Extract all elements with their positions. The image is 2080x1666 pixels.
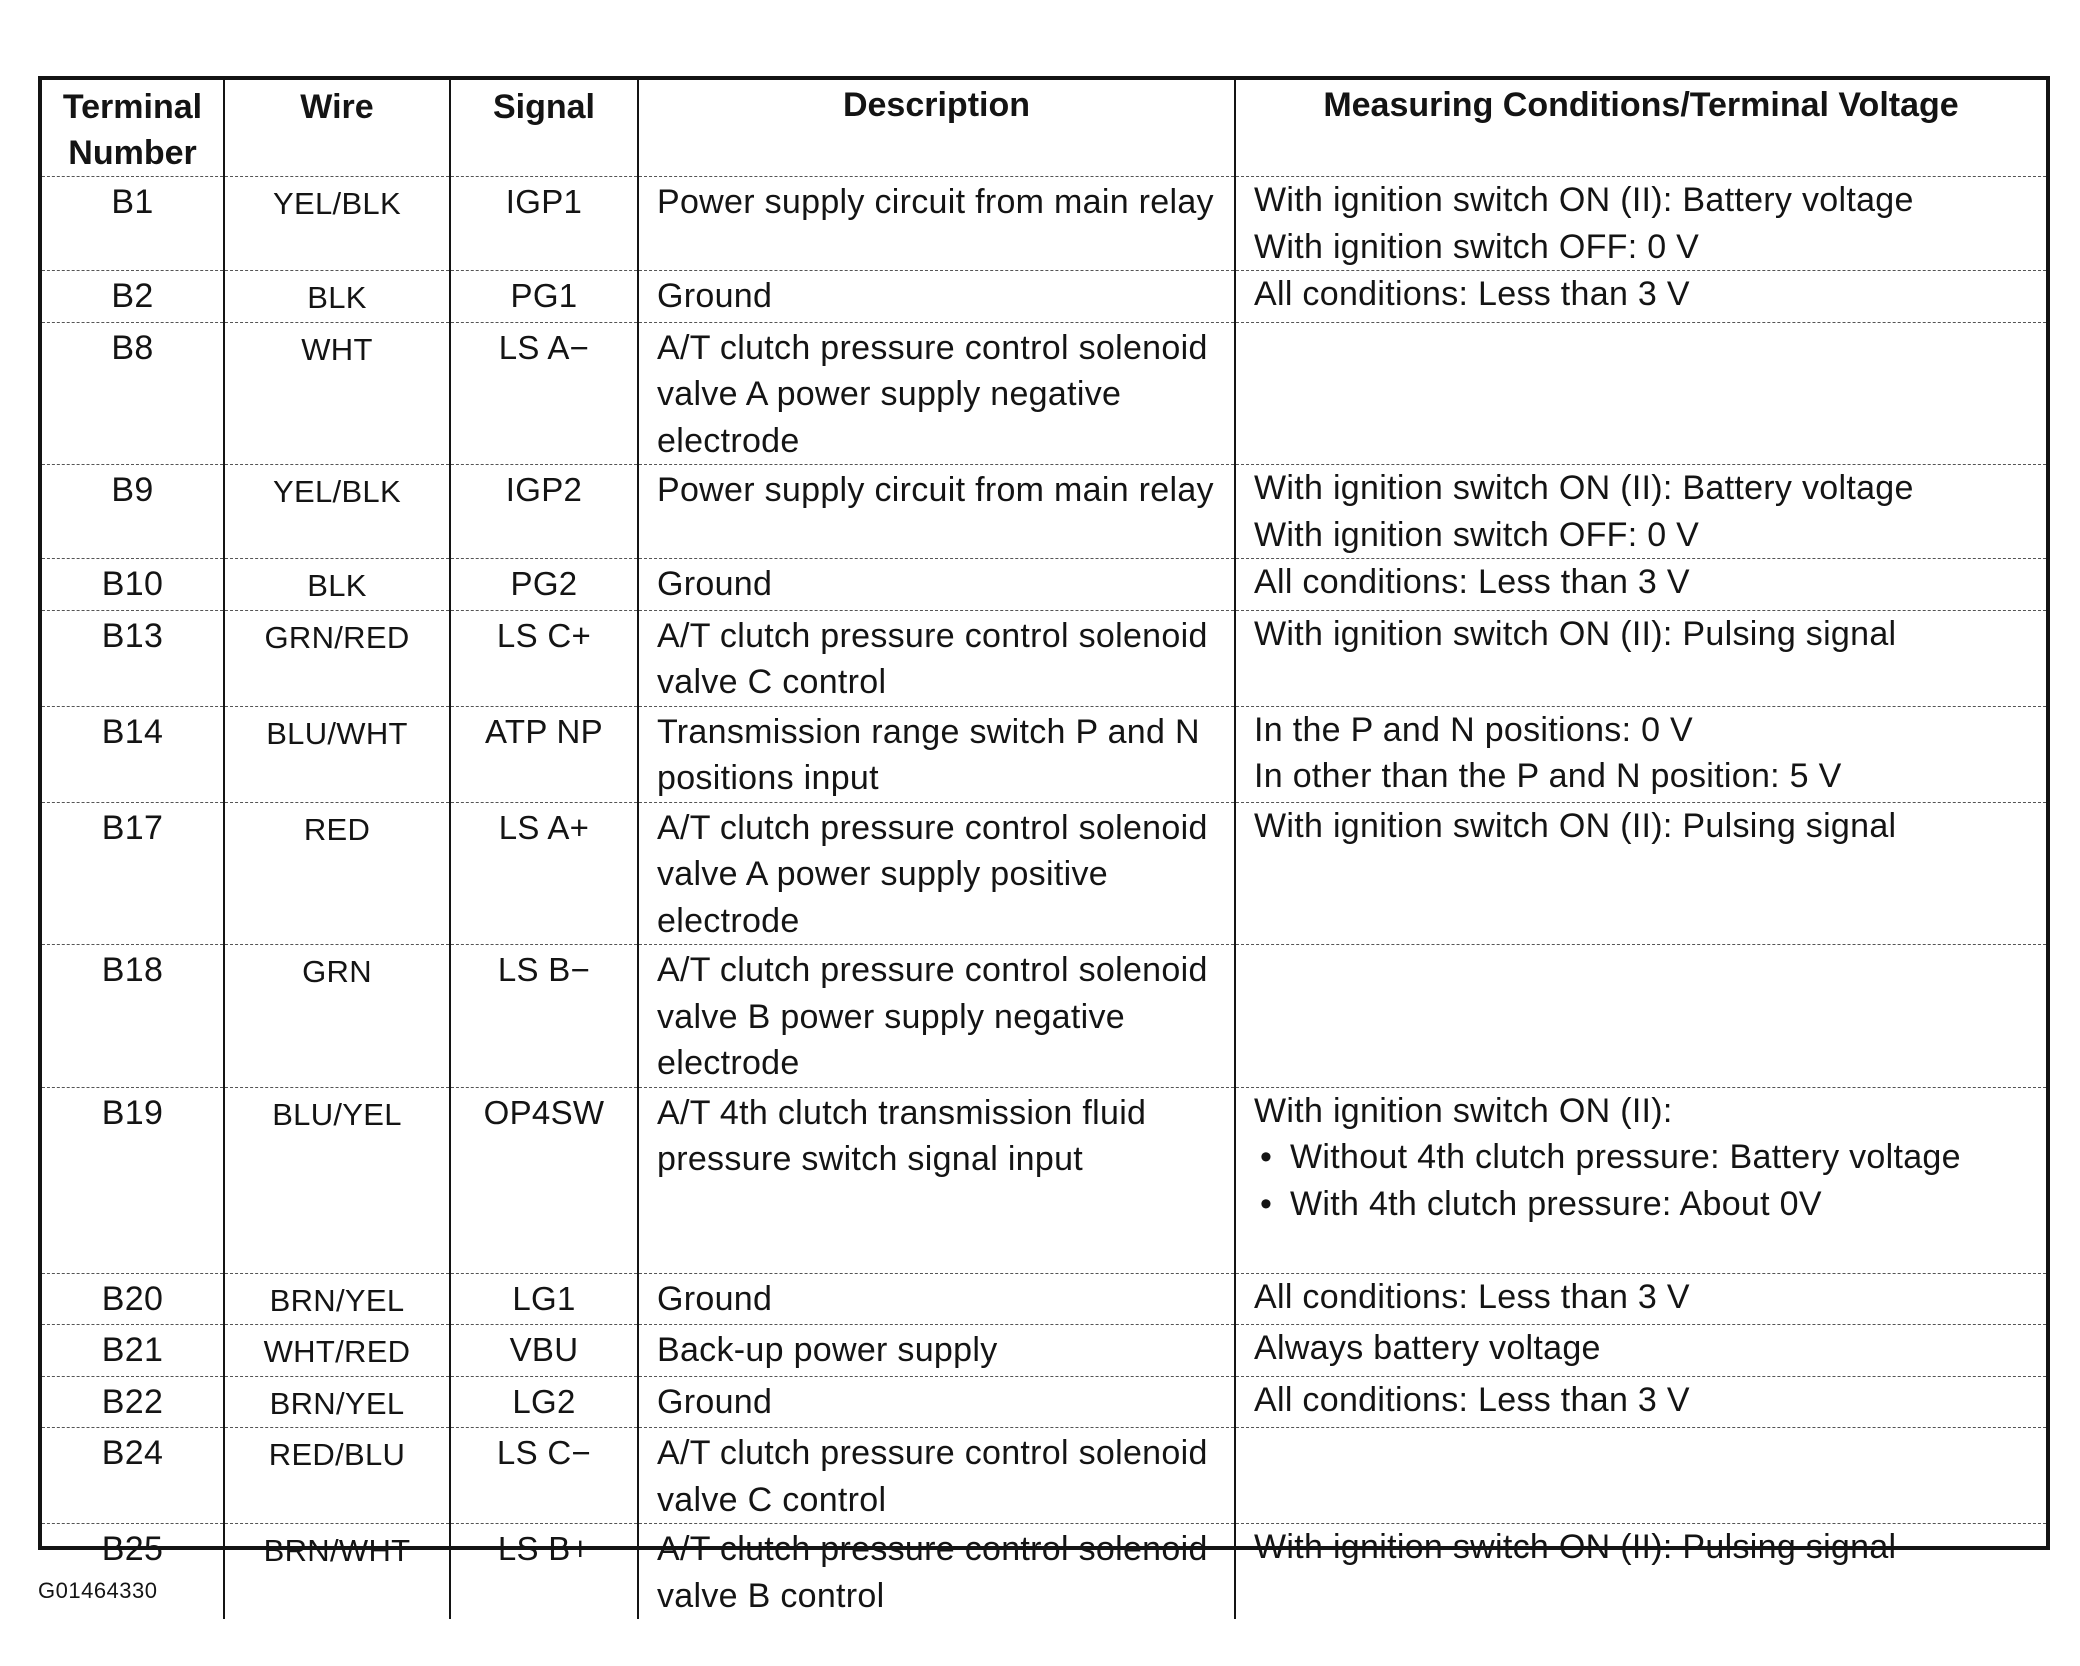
wire-color-cell: WHT/RED xyxy=(224,1325,450,1377)
measuring-conditions-cell xyxy=(1235,1087,2046,1273)
measuring-condition-line: With ignition switch OFF: 0 V xyxy=(1254,227,1700,266)
signal-name-cell: LS A− xyxy=(450,322,638,465)
terminal-table xyxy=(42,80,2046,1619)
wire-color-cell: BRN/YEL xyxy=(224,1376,450,1428)
measuring-conditions-cell xyxy=(1235,802,2046,945)
wire-color-cell: GRN/RED xyxy=(224,610,450,706)
table-row xyxy=(42,610,2046,706)
table-row xyxy=(42,945,2046,1088)
wire-color-cell: RED xyxy=(224,802,450,945)
measuring-conditions-cell xyxy=(1235,945,2046,1088)
table-row xyxy=(42,1325,2046,1377)
measuring-condition-line: With ignition switch ON (II): Pulsing signal xyxy=(1254,806,1897,845)
table-row xyxy=(42,177,2046,271)
wire-color-cell: BLU/YEL xyxy=(224,1087,450,1273)
measuring-condition-line: With ignition switch ON (II): Pulsing signal xyxy=(1254,1528,1897,1566)
measuring-conditions-cell xyxy=(1235,1524,2046,1620)
signal-name-cell: LS B+ xyxy=(450,1524,638,1620)
description-cell: A/T clutch pressure control solenoid valve A power supply positive electrode xyxy=(638,802,1235,945)
description-cell: Power supply circuit from main relay xyxy=(638,177,1235,271)
measuring-conditions-cell xyxy=(1235,1376,2046,1428)
signal-name-cell: VBU xyxy=(450,1325,638,1377)
wire-color-cell: WHT xyxy=(224,322,450,465)
table-row xyxy=(42,1376,2046,1428)
measuring-conditions-cell xyxy=(1235,1273,2046,1325)
wire-color-cell: BRN/WHT xyxy=(224,1524,450,1620)
terminal-number-cell: B17 xyxy=(42,802,224,945)
terminal-number-cell: B24 xyxy=(42,1428,224,1524)
measuring-conditions-cell xyxy=(1235,322,2046,465)
wire-color-cell: BLK xyxy=(224,559,450,611)
description-cell: Back-up power supply xyxy=(638,1325,1235,1377)
measuring-condition-line: With ignition switch ON (II): Battery voltage xyxy=(1254,469,1914,507)
measuring-condition-line: In other than the P and N position: 5 V xyxy=(1254,757,1842,795)
description-cell: Ground xyxy=(638,1376,1235,1428)
measuring-condition-line: All conditions: Less than 3 V xyxy=(1254,563,1690,601)
description-cell: A/T 4th clutch transmission fluid pressure switch signal input xyxy=(638,1087,1235,1273)
measuring-condition-line: With ignition switch OFF: 0 V xyxy=(1254,515,1700,554)
signal-name-cell: PG2 xyxy=(450,559,638,611)
terminal-number-cell: B10 xyxy=(42,559,224,611)
terminal-number-cell: B20 xyxy=(42,1273,224,1325)
description-cell: Transmission range switch P and N positions input xyxy=(638,706,1235,802)
table-row xyxy=(42,802,2046,945)
terminal-number-cell: B2 xyxy=(42,271,224,323)
terminal-number-cell: B18 xyxy=(42,945,224,1088)
terminal-number-cell: B1 xyxy=(42,177,224,271)
signal-name-cell: IGP1 xyxy=(450,177,638,271)
measuring-conditions-cell xyxy=(1235,177,2046,271)
signal-name-cell: IGP2 xyxy=(450,465,638,559)
measuring-condition-bullet: • With 4th clutch pressure: About 0V xyxy=(1254,1181,2038,1228)
terminal-number-cell: B22 xyxy=(42,1376,224,1428)
measuring-condition-line: With ignition switch ON (II): xyxy=(1254,1091,1673,1130)
description-cell: A/T clutch pressure control solenoid valve C control xyxy=(638,610,1235,706)
measuring-conditions-cell xyxy=(1235,610,2046,706)
description-cell: Ground xyxy=(638,559,1235,611)
signal-name-cell: LS A+ xyxy=(450,802,638,945)
table-row xyxy=(42,322,2046,465)
table-row xyxy=(42,559,2046,611)
wire-color-cell: YEL/BLK xyxy=(224,177,450,271)
table-row xyxy=(42,1524,2046,1620)
header-wire: Wire xyxy=(224,80,450,177)
measuring-conditions-cell xyxy=(1235,706,2046,802)
signal-name-cell: LS C+ xyxy=(450,610,638,706)
terminal-number-cell: B13 xyxy=(42,610,224,706)
terminal-number-cell: B19 xyxy=(42,1087,224,1273)
measuring-conditions-cell xyxy=(1235,465,2046,559)
signal-name-cell: ATP NP xyxy=(450,706,638,802)
figure-id: G01464330 xyxy=(38,1578,158,1603)
wire-color-cell: BLK xyxy=(224,271,450,323)
table-row xyxy=(42,1087,2046,1273)
header-description: Description xyxy=(638,80,1235,177)
table-row xyxy=(42,465,2046,559)
signal-name-cell: LG2 xyxy=(450,1376,638,1428)
wire-color-cell: BLU/WHT xyxy=(224,706,450,802)
description-cell: Power supply circuit from main relay xyxy=(638,465,1235,559)
table-row xyxy=(42,706,2046,802)
measuring-condition-line: With ignition switch ON (II): Pulsing signal xyxy=(1254,614,1897,653)
header-terminal-number: Terminal Number xyxy=(42,80,224,177)
header-measuring-conditions: Measuring Conditions/Terminal Voltage xyxy=(1235,80,2046,177)
table-row xyxy=(42,1273,2046,1325)
table-row xyxy=(42,1428,2046,1524)
measuring-condition-line: With ignition switch ON (II): Battery voltage xyxy=(1254,181,1914,219)
measuring-condition-line: In the P and N positions: 0 V xyxy=(1254,710,1694,749)
description-cell: A/T clutch pressure control solenoid valve A power supply negative electrode xyxy=(638,322,1235,465)
header-signal: Signal xyxy=(450,80,638,177)
measuring-condition-bullet: • Without 4th clutch pressure: Battery voltage xyxy=(1254,1134,2038,1181)
terminal-number-cell: B25 xyxy=(101,1530,164,1568)
measuring-conditions-cell xyxy=(1235,559,2046,611)
description-cell: Ground xyxy=(638,271,1235,323)
table-row xyxy=(42,271,2046,323)
description-cell: Ground xyxy=(638,1273,1235,1325)
terminal-number-cell: B8 xyxy=(42,322,224,465)
description-cell: A/T clutch pressure control solenoid valve B control xyxy=(638,1524,1235,1620)
wire-color-cell: YEL/BLK xyxy=(224,465,450,559)
signal-name-cell: LG1 xyxy=(450,1273,638,1325)
wire-color-cell: BRN/YEL xyxy=(224,1273,450,1325)
signal-name-cell: OP4SW xyxy=(450,1087,638,1273)
measuring-condition-line: All conditions: Less than 3 V xyxy=(1254,275,1690,313)
signal-name-cell: LS B− xyxy=(450,945,638,1088)
measuring-conditions-cell xyxy=(1235,1428,2046,1524)
signal-name-cell: PG1 xyxy=(450,271,638,323)
terminal-number-cell: B21 xyxy=(42,1325,224,1377)
measuring-condition-line: All conditions: Less than 3 V xyxy=(1254,1380,1690,1419)
terminal-number-cell: B14 xyxy=(42,706,224,802)
description-cell: A/T clutch pressure control solenoid valve B power supply negative electrode xyxy=(638,945,1235,1088)
measuring-condition-line: All conditions: Less than 3 V xyxy=(1254,1277,1690,1316)
terminal-number-cell: B9 xyxy=(42,465,224,559)
measuring-conditions-cell xyxy=(1235,1325,2046,1377)
wire-color-cell: GRN xyxy=(224,945,450,1088)
measuring-condition-line: Always battery voltage xyxy=(1254,1329,1601,1367)
table-header-row xyxy=(42,80,2046,177)
table-body xyxy=(42,177,2046,1620)
signal-name-cell: LS C− xyxy=(450,1428,638,1524)
wire-color-cell: RED/BLU xyxy=(224,1428,450,1524)
measuring-conditions-cell xyxy=(1235,271,2046,323)
description-cell: A/T clutch pressure control solenoid valve C control xyxy=(638,1428,1235,1524)
